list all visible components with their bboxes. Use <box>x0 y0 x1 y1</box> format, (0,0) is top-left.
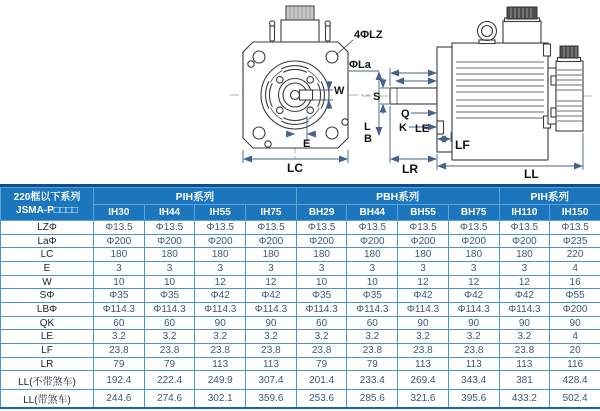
series-group-header: PIH系列 <box>94 188 297 205</box>
screw-hole <box>307 77 314 84</box>
spec-cell: Φ235 <box>550 234 600 248</box>
spec-cell: 12 <box>246 275 297 289</box>
spec-cell: 23.8 <box>296 344 347 358</box>
dim-label-e: E <box>303 138 311 150</box>
spec-cell: 381 <box>499 371 550 389</box>
spec-cell: 113 <box>398 357 449 371</box>
spec-cell: Φ200 <box>499 234 550 248</box>
mounting-hole <box>326 51 338 63</box>
spec-cell: 220 <box>550 248 600 262</box>
dim-label-4lz: 4ΦLZ <box>354 29 383 41</box>
spec-row <box>1 234 600 248</box>
spec-cell: 116 <box>550 357 600 371</box>
eyebolt-ring-inner <box>482 26 493 37</box>
spec-cell: 79 <box>144 357 195 371</box>
spec-cell: Φ13.5 <box>499 221 550 235</box>
series-group-header: PBH系列 <box>296 188 499 205</box>
spec-cell: 302.1 <box>195 389 246 408</box>
spec-cell: Φ13.5 <box>94 221 145 235</box>
spec-cell: 3.2 <box>398 330 449 344</box>
spec-cell: Φ200 <box>398 234 449 248</box>
spec-cell: Φ13.5 <box>550 221 600 235</box>
spec-row <box>1 389 600 408</box>
spec-cell: Φ55 <box>550 289 600 303</box>
spec-cell: Φ200 <box>195 234 246 248</box>
row-label: LaΦ <box>1 234 94 248</box>
spec-cell: 3.2 <box>94 330 145 344</box>
column-header: IH110 <box>499 205 550 221</box>
dim-label-ll: LL <box>524 167 539 181</box>
small-hole <box>265 141 271 147</box>
row-label: LL(带煞车) <box>1 389 94 408</box>
keyway <box>300 90 313 100</box>
mounting-hole <box>253 51 265 63</box>
spec-cell: 12 <box>398 275 449 289</box>
row-label: E <box>1 262 94 276</box>
spec-row <box>1 330 600 344</box>
spec-cell: 180 <box>448 248 499 262</box>
spec-cell: 20 <box>550 344 600 358</box>
dim-label-w: W <box>334 85 345 97</box>
spec-cell: 4 <box>550 262 600 276</box>
spec-cell: 23.8 <box>195 344 246 358</box>
spec-cell: Φ114.3 <box>296 303 347 317</box>
spec-row <box>1 303 600 317</box>
spec-cell: 23.8 <box>398 344 449 358</box>
encoder-connector-cap <box>560 46 578 58</box>
series-group-header: PIH系列 <box>499 188 600 205</box>
spec-cell: Φ13.5 <box>195 221 246 235</box>
encoder-tab <box>551 108 556 117</box>
dim-label-le: LE <box>415 123 430 135</box>
dim-label-q: Q <box>401 108 410 120</box>
spec-cell: Φ200 <box>448 234 499 248</box>
spec-cell: 90 <box>195 316 246 330</box>
spec-row <box>1 344 600 358</box>
spec-table-body <box>1 221 600 409</box>
spec-cell: 113 <box>246 357 297 371</box>
spec-cell: 3 <box>347 262 398 276</box>
spec-cell: 60 <box>94 316 145 330</box>
spec-cell: 3 <box>195 262 246 276</box>
encoder-tab <box>551 76 556 85</box>
spec-cell: 201.4 <box>296 371 347 389</box>
spec-cell: 3 <box>246 262 297 276</box>
spec-cell: 3 <box>94 262 145 276</box>
spec-cell: 10 <box>296 275 347 289</box>
spec-cell: 3.2 <box>347 330 398 344</box>
screw-hole <box>307 107 314 114</box>
spec-cell: 433.2 <box>499 389 550 408</box>
spec-cell: 395.6 <box>448 389 499 408</box>
spec-cell: 343.4 <box>448 371 499 389</box>
front-pin-right-top <box>325 21 330 26</box>
spec-cell: 3.2 <box>246 330 297 344</box>
spec-row <box>1 262 600 276</box>
spec-cell: 249.9 <box>195 371 246 389</box>
spec-cell: Φ13.5 <box>398 221 449 235</box>
spec-cell: Φ114.3 <box>94 303 145 317</box>
spec-cell: 23.8 <box>499 344 550 358</box>
spec-cell: Φ35 <box>94 289 145 303</box>
spec-cell: Φ114.3 <box>398 303 449 317</box>
spec-cell: 23.8 <box>448 344 499 358</box>
mounting-hole <box>326 127 338 139</box>
spec-cell: 90 <box>448 316 499 330</box>
spec-cell: Φ42 <box>195 289 246 303</box>
dim-label-l: L <box>364 121 371 133</box>
spec-cell: Φ200 <box>246 234 297 248</box>
column-header: IH75 <box>246 205 297 221</box>
spec-cell: 428.4 <box>550 371 600 389</box>
dim-label-lf: LF <box>455 138 470 152</box>
dim-label-la: ΦLa <box>349 59 371 71</box>
diagram-area <box>0 0 600 184</box>
spec-cell: 3 <box>398 262 449 276</box>
spec-cell: Φ13.5 <box>296 221 347 235</box>
spec-cell: Φ42 <box>499 289 550 303</box>
spec-cell: Φ35 <box>296 289 347 303</box>
spec-cell: Φ42 <box>398 289 449 303</box>
spec-cell: 10 <box>347 275 398 289</box>
spec-cell: Φ13.5 <box>144 221 195 235</box>
shaft-bore <box>291 91 300 100</box>
spec-cell: 3.2 <box>448 330 499 344</box>
spec-cell: Φ200 <box>347 234 398 248</box>
spec-cell: 90 <box>398 316 449 330</box>
spec-cell: 285.6 <box>347 389 398 408</box>
row-label: LL(不带煞车) <box>1 371 94 389</box>
spec-cell: Φ200 <box>144 234 195 248</box>
spec-cell: Φ42 <box>448 289 499 303</box>
row-label: LC <box>1 248 94 262</box>
spec-cell: 10 <box>94 275 145 289</box>
spec-cell: Φ114.3 <box>347 303 398 317</box>
spec-cell: 359.6 <box>246 389 297 408</box>
spec-cell: 90 <box>550 316 600 330</box>
spec-cell: 180 <box>499 248 550 262</box>
spec-cell: 3 <box>144 262 195 276</box>
spec-cell: 180 <box>398 248 449 262</box>
rear-clip <box>544 44 551 56</box>
eyebolt-ring <box>478 22 497 41</box>
spec-cell: 3 <box>448 262 499 276</box>
corner-header <box>1 188 94 221</box>
spec-cell: 10 <box>144 275 195 289</box>
spec-cell: Φ114.3 <box>144 303 195 317</box>
column-header: BH44 <box>347 205 398 221</box>
front-connector-base <box>281 20 319 42</box>
row-label: W <box>1 275 94 289</box>
spec-row <box>1 289 600 303</box>
spec-row <box>1 221 600 235</box>
spec-cell: 12 <box>195 275 246 289</box>
column-header: BH29 <box>296 205 347 221</box>
row-label: LBΦ <box>1 303 94 317</box>
spec-cell: 233.4 <box>347 371 398 389</box>
spec-cell: 321.6 <box>398 389 449 408</box>
power-connector-base <box>503 21 541 43</box>
spec-cell: Φ200 <box>550 303 600 317</box>
spec-cell: 180 <box>195 248 246 262</box>
dim-label-lc: LC <box>287 161 303 175</box>
spec-cell: 3.2 <box>296 330 347 344</box>
spec-cell: 274.6 <box>144 389 195 408</box>
spec-row <box>1 248 600 262</box>
spec-cell: 12 <box>499 275 550 289</box>
spec-cell: Φ114.3 <box>499 303 550 317</box>
spec-cell: 12 <box>448 275 499 289</box>
spec-cell: 180 <box>94 248 145 262</box>
corner-header-line1: 220框以下系列 <box>13 192 81 203</box>
spec-cell: 90 <box>246 316 297 330</box>
small-hole <box>342 119 348 125</box>
column-header: BH55 <box>398 205 449 221</box>
spec-cell: 113 <box>195 357 246 371</box>
row-label: LR <box>1 357 94 371</box>
spec-cell: 4 <box>550 330 600 344</box>
spec-cell: 79 <box>296 357 347 371</box>
spec-cell: 3 <box>296 262 347 276</box>
spec-table <box>0 187 600 409</box>
spec-cell: 180 <box>347 248 398 262</box>
spec-cell: 180 <box>144 248 195 262</box>
column-header: IH55 <box>195 205 246 221</box>
spec-cell: Φ13.5 <box>448 221 499 235</box>
spec-cell: 113 <box>499 357 550 371</box>
screw-hole <box>277 77 284 84</box>
spec-cell: Φ114.3 <box>246 303 297 317</box>
motor-front-view <box>230 6 383 175</box>
spec-cell: Φ35 <box>347 289 398 303</box>
spec-cell: 269.4 <box>398 371 449 389</box>
spec-cell: 3.2 <box>195 330 246 344</box>
spec-cell: Φ114.3 <box>448 303 499 317</box>
motor-side-view <box>362 7 594 181</box>
mounting-hole <box>253 127 265 139</box>
dim-label-b: B <box>364 133 372 145</box>
spec-cell: Φ35 <box>144 289 195 303</box>
spec-row <box>1 275 600 289</box>
spec-table-wrap <box>0 184 600 409</box>
dim-label-s: S <box>373 91 381 103</box>
spec-cell: 3 <box>499 262 550 276</box>
column-header: BH75 <box>448 205 499 221</box>
spec-cell: 79 <box>94 357 145 371</box>
spec-cell: 23.8 <box>94 344 145 358</box>
motor-drawings <box>0 0 600 184</box>
corner-header-line2: JSMA-P□□□□ <box>16 205 78 216</box>
encoder-body <box>556 61 583 131</box>
spec-cell: 23.8 <box>246 344 297 358</box>
spec-cell: 90 <box>499 316 550 330</box>
spec-cell: Φ13.5 <box>246 221 297 235</box>
spec-cell: 23.8 <box>347 344 398 358</box>
small-hole <box>248 61 254 67</box>
row-label: LZΦ <box>1 221 94 235</box>
spec-cell: 23.8 <box>144 344 195 358</box>
spec-cell: 3.2 <box>499 330 550 344</box>
row-label: QK <box>1 316 94 330</box>
side-flange <box>437 47 452 152</box>
screw-hole <box>277 107 284 114</box>
spec-cell: 502.4 <box>550 389 600 408</box>
spec-cell: 60 <box>144 316 195 330</box>
spec-row <box>1 357 600 371</box>
group-header-row <box>1 188 600 205</box>
front-pin-left-top <box>270 21 275 26</box>
spec-cell: Φ200 <box>94 234 145 248</box>
column-header: IH150 <box>550 205 600 221</box>
spec-row <box>1 316 600 330</box>
spec-cell: Φ13.5 <box>347 221 398 235</box>
spigot-step <box>437 121 444 134</box>
spec-cell: 222.4 <box>144 371 195 389</box>
spec-cell: 307.4 <box>246 371 297 389</box>
spec-cell: 180 <box>296 248 347 262</box>
spec-cell: 16 <box>550 275 600 289</box>
row-label: LF <box>1 344 94 358</box>
spec-cell: 3.2 <box>144 330 195 344</box>
row-label: LE <box>1 330 94 344</box>
row-label: SΦ <box>1 289 94 303</box>
dim-label-lr: LR <box>402 162 418 176</box>
spec-cell: 192.4 <box>94 371 145 389</box>
spec-cell: 244.6 <box>94 389 145 408</box>
spec-cell: Φ200 <box>296 234 347 248</box>
spec-cell: 180 <box>246 248 297 262</box>
spec-cell: 113 <box>448 357 499 371</box>
spec-cell: 253.6 <box>296 389 347 408</box>
column-header: IH30 <box>94 205 145 221</box>
spec-cell: 60 <box>347 316 398 330</box>
spec-row <box>1 371 600 389</box>
spec-cell: Φ42 <box>246 289 297 303</box>
spec-cell: Φ114.3 <box>195 303 246 317</box>
column-header: IH44 <box>144 205 195 221</box>
spec-cell: 60 <box>296 316 347 330</box>
dim-label-k: K <box>399 122 407 134</box>
spec-cell: 79 <box>347 357 398 371</box>
